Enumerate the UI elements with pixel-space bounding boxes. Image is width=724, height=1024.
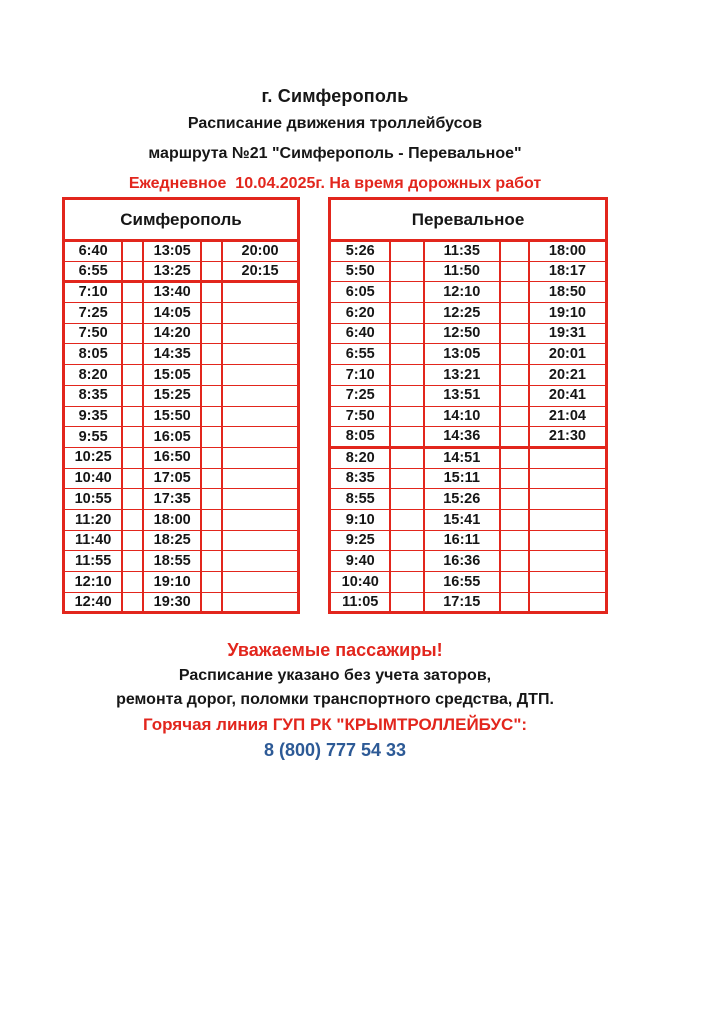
time-cell: 17:35 bbox=[143, 489, 201, 510]
separator-cell bbox=[390, 572, 423, 593]
document-title: Расписание движения троллейбусов bbox=[187, 115, 483, 132]
table-row bbox=[64, 447, 299, 468]
separator-cell bbox=[390, 447, 423, 468]
separator-cell bbox=[390, 282, 423, 303]
separator-cell bbox=[390, 241, 423, 262]
separator-cell bbox=[500, 530, 529, 551]
time-cell bbox=[222, 303, 298, 324]
table-row bbox=[330, 282, 607, 303]
time-cell: 19:10 bbox=[143, 572, 201, 593]
time-cell: 13:21 bbox=[424, 365, 500, 386]
time-cell: 11:55 bbox=[64, 551, 123, 572]
separator-cell bbox=[201, 241, 222, 262]
separator-cell bbox=[201, 468, 222, 489]
time-cell: 21:30 bbox=[529, 427, 607, 448]
separator-cell bbox=[201, 303, 222, 324]
table-row bbox=[64, 261, 299, 282]
separator-cell bbox=[500, 241, 529, 262]
time-cell: 6:20 bbox=[330, 303, 391, 324]
table-row bbox=[330, 427, 607, 448]
table-title: Перевальное bbox=[330, 199, 607, 241]
time-cell bbox=[529, 551, 607, 572]
time-cell: 18:25 bbox=[143, 530, 201, 551]
time-cell: 6:55 bbox=[64, 261, 123, 282]
separator-cell bbox=[201, 530, 222, 551]
separator-cell bbox=[201, 592, 222, 613]
time-cell: 12:10 bbox=[424, 282, 500, 303]
table-row bbox=[330, 468, 607, 489]
separator-cell bbox=[500, 509, 529, 530]
separator-cell bbox=[390, 365, 423, 386]
schedule-page bbox=[62, 86, 608, 761]
time-cell: 18:55 bbox=[143, 551, 201, 572]
time-cell: 16:55 bbox=[424, 572, 500, 593]
separator-cell bbox=[390, 303, 423, 324]
separator-cell bbox=[201, 323, 222, 344]
table-row bbox=[330, 489, 607, 510]
time-cell: 20:15 bbox=[222, 261, 298, 282]
separator-cell bbox=[122, 261, 143, 282]
time-cell: 14:10 bbox=[424, 406, 500, 427]
time-cell: 7:50 bbox=[64, 323, 123, 344]
timetables-container bbox=[62, 197, 608, 614]
separator-cell bbox=[201, 489, 222, 510]
time-cell: 10:55 bbox=[64, 489, 123, 510]
separator-cell bbox=[122, 282, 143, 303]
time-cell: 20:41 bbox=[529, 385, 607, 406]
time-cell: 6:40 bbox=[64, 241, 123, 262]
separator-cell bbox=[390, 261, 423, 282]
time-cell: 15:11 bbox=[424, 468, 500, 489]
time-cell: 20:00 bbox=[222, 241, 298, 262]
separator-cell bbox=[390, 344, 423, 365]
time-cell: 5:26 bbox=[330, 241, 391, 262]
separator-cell bbox=[122, 489, 143, 510]
table-row bbox=[330, 551, 607, 572]
time-cell: 12:40 bbox=[64, 592, 123, 613]
time-cell: 10:40 bbox=[64, 468, 123, 489]
time-cell bbox=[222, 406, 298, 427]
time-cell bbox=[222, 323, 298, 344]
separator-cell bbox=[500, 282, 529, 303]
time-cell bbox=[222, 592, 298, 613]
separator-cell bbox=[122, 427, 143, 448]
passengers-heading: Уважаемые пассажиры! bbox=[227, 640, 443, 661]
time-cell: 8:35 bbox=[330, 468, 391, 489]
time-cell bbox=[222, 551, 298, 572]
time-cell: 10:25 bbox=[64, 447, 123, 468]
time-cell: 8:35 bbox=[64, 385, 123, 406]
time-cell: 6:05 bbox=[330, 282, 391, 303]
table-row bbox=[64, 282, 299, 303]
separator-cell bbox=[500, 303, 529, 324]
separator-cell bbox=[201, 551, 222, 572]
timetable-perevalnoe bbox=[328, 197, 608, 614]
time-cell bbox=[222, 530, 298, 551]
time-cell bbox=[222, 365, 298, 386]
time-cell: 7:50 bbox=[330, 406, 391, 427]
time-cell: 16:50 bbox=[143, 447, 201, 468]
separator-cell bbox=[201, 406, 222, 427]
table-row bbox=[330, 447, 607, 468]
separator-cell bbox=[122, 468, 143, 489]
time-cell: 16:05 bbox=[143, 427, 201, 448]
separator-cell bbox=[500, 385, 529, 406]
time-cell: 7:10 bbox=[330, 365, 391, 386]
time-cell bbox=[222, 509, 298, 530]
table-row bbox=[330, 365, 607, 386]
separator-cell bbox=[122, 509, 143, 530]
separator-cell bbox=[390, 592, 423, 613]
separator-cell bbox=[500, 323, 529, 344]
time-cell bbox=[222, 447, 298, 468]
time-cell: 15:26 bbox=[424, 489, 500, 510]
time-cell: 18:00 bbox=[529, 241, 607, 262]
table-row bbox=[330, 303, 607, 324]
table-row bbox=[64, 509, 299, 530]
separator-cell bbox=[122, 447, 143, 468]
time-cell: 5:50 bbox=[330, 261, 391, 282]
time-cell: 8:20 bbox=[64, 365, 123, 386]
separator-cell bbox=[500, 261, 529, 282]
separator-cell bbox=[500, 406, 529, 427]
table-row bbox=[330, 261, 607, 282]
time-cell bbox=[222, 489, 298, 510]
disclaimer-line-1: Расписание указано без учета заторов, bbox=[178, 667, 492, 685]
separator-cell bbox=[390, 468, 423, 489]
time-cell: 19:31 bbox=[529, 323, 607, 344]
timetable-simferopol bbox=[62, 197, 300, 614]
table-header-row bbox=[330, 199, 607, 241]
time-cell: 11:20 bbox=[64, 509, 123, 530]
table-row bbox=[330, 406, 607, 427]
time-cell: 19:10 bbox=[529, 303, 607, 324]
time-cell: 14:35 bbox=[143, 344, 201, 365]
time-cell bbox=[529, 468, 607, 489]
time-cell bbox=[222, 427, 298, 448]
separator-cell bbox=[500, 489, 529, 510]
separator-cell bbox=[390, 385, 423, 406]
time-cell: 13:05 bbox=[424, 344, 500, 365]
time-cell: 8:05 bbox=[64, 344, 123, 365]
table-row bbox=[64, 489, 299, 510]
time-cell: 18:00 bbox=[143, 509, 201, 530]
separator-cell bbox=[500, 551, 529, 572]
time-cell bbox=[529, 509, 607, 530]
time-cell: 14:05 bbox=[143, 303, 201, 324]
time-cell bbox=[529, 592, 607, 613]
time-cell: 9:35 bbox=[64, 406, 123, 427]
separator-cell bbox=[122, 365, 143, 386]
separator-cell bbox=[500, 592, 529, 613]
separator-cell bbox=[122, 551, 143, 572]
separator-cell bbox=[201, 447, 222, 468]
time-cell: 9:40 bbox=[330, 551, 391, 572]
time-cell: 21:04 bbox=[529, 406, 607, 427]
time-cell: 11:50 bbox=[424, 261, 500, 282]
time-cell: 20:01 bbox=[529, 344, 607, 365]
separator-cell bbox=[390, 406, 423, 427]
table-row bbox=[330, 530, 607, 551]
separator-cell bbox=[122, 385, 143, 406]
time-cell: 14:20 bbox=[143, 323, 201, 344]
table-row bbox=[330, 592, 607, 613]
time-cell bbox=[222, 572, 298, 593]
separator-cell bbox=[122, 592, 143, 613]
time-cell: 13:05 bbox=[143, 241, 201, 262]
time-cell: 9:25 bbox=[330, 530, 391, 551]
time-cell: 12:50 bbox=[424, 323, 500, 344]
disclaimer-line-2: ремонта дорог, поломки транспортного средства, ДТП. bbox=[116, 691, 554, 709]
separator-cell bbox=[390, 530, 423, 551]
document-header bbox=[62, 86, 608, 193]
separator-cell bbox=[122, 406, 143, 427]
document-footer bbox=[62, 639, 608, 761]
table-row bbox=[64, 303, 299, 324]
table-row bbox=[64, 365, 299, 386]
separator-cell bbox=[122, 241, 143, 262]
time-cell: 20:21 bbox=[529, 365, 607, 386]
separator-cell bbox=[500, 344, 529, 365]
time-cell bbox=[529, 572, 607, 593]
table-row bbox=[64, 385, 299, 406]
table-title: Симферополь bbox=[64, 199, 299, 241]
time-cell: 7:25 bbox=[64, 303, 123, 324]
time-cell: 13:51 bbox=[424, 385, 500, 406]
time-cell bbox=[529, 489, 607, 510]
validity-note: Ежедневное 10.04.2025г. На время дорожных работ bbox=[128, 175, 542, 192]
separator-cell bbox=[201, 385, 222, 406]
time-cell: 17:15 bbox=[424, 592, 500, 613]
time-cell: 13:25 bbox=[143, 261, 201, 282]
separator-cell bbox=[390, 323, 423, 344]
time-cell: 15:50 bbox=[143, 406, 201, 427]
separator-cell bbox=[122, 323, 143, 344]
time-cell: 18:17 bbox=[529, 261, 607, 282]
separator-cell bbox=[201, 572, 222, 593]
time-cell: 13:40 bbox=[143, 282, 201, 303]
time-cell bbox=[529, 447, 607, 468]
separator-cell bbox=[500, 468, 529, 489]
table-row bbox=[330, 323, 607, 344]
time-cell: 15:41 bbox=[424, 509, 500, 530]
time-cell: 14:36 bbox=[424, 427, 500, 448]
separator-cell bbox=[201, 344, 222, 365]
time-cell: 11:35 bbox=[424, 241, 500, 262]
table-row bbox=[330, 385, 607, 406]
separator-cell bbox=[201, 282, 222, 303]
time-cell: 7:10 bbox=[64, 282, 123, 303]
time-cell: 9:10 bbox=[330, 509, 391, 530]
table-row bbox=[64, 406, 299, 427]
separator-cell bbox=[500, 365, 529, 386]
separator-cell bbox=[122, 303, 143, 324]
time-cell bbox=[222, 385, 298, 406]
table-row bbox=[64, 572, 299, 593]
time-cell: 8:55 bbox=[330, 489, 391, 510]
separator-cell bbox=[500, 572, 529, 593]
time-cell: 15:25 bbox=[143, 385, 201, 406]
time-cell: 8:05 bbox=[330, 427, 391, 448]
separator-cell bbox=[201, 261, 222, 282]
time-cell: 15:05 bbox=[143, 365, 201, 386]
separator-cell bbox=[122, 572, 143, 593]
table-row bbox=[64, 323, 299, 344]
table-row bbox=[330, 509, 607, 530]
time-cell: 18:50 bbox=[529, 282, 607, 303]
table-row bbox=[64, 530, 299, 551]
time-cell: 16:36 bbox=[424, 551, 500, 572]
separator-cell bbox=[390, 489, 423, 510]
time-cell: 12:25 bbox=[424, 303, 500, 324]
time-cell: 9:55 bbox=[64, 427, 123, 448]
separator-cell bbox=[201, 365, 222, 386]
time-cell: 8:20 bbox=[330, 447, 391, 468]
time-cell: 10:40 bbox=[330, 572, 391, 593]
table-row bbox=[330, 344, 607, 365]
separator-cell bbox=[201, 509, 222, 530]
time-cell: 11:05 bbox=[330, 592, 391, 613]
separator-cell bbox=[500, 427, 529, 448]
table-row bbox=[64, 551, 299, 572]
separator-cell bbox=[500, 447, 529, 468]
table-row bbox=[64, 241, 299, 262]
time-cell: 16:11 bbox=[424, 530, 500, 551]
time-cell: 12:10 bbox=[64, 572, 123, 593]
time-cell bbox=[529, 530, 607, 551]
route-title: маршрута №21 "Симферополь - Перевальное" bbox=[148, 145, 522, 162]
time-cell bbox=[222, 344, 298, 365]
time-cell: 11:40 bbox=[64, 530, 123, 551]
table-row bbox=[330, 241, 607, 262]
time-cell bbox=[222, 468, 298, 489]
hotline-label: Горячая линия ГУП РК "КРЫМТРОЛЛЕЙБУС": bbox=[142, 715, 528, 735]
time-cell: 6:55 bbox=[330, 344, 391, 365]
separator-cell bbox=[122, 344, 143, 365]
time-cell: 14:51 bbox=[424, 447, 500, 468]
time-cell bbox=[222, 282, 298, 303]
table-row bbox=[64, 427, 299, 448]
table-row bbox=[64, 468, 299, 489]
city-title: г. Симферополь bbox=[261, 86, 409, 106]
separator-cell bbox=[390, 427, 423, 448]
time-cell: 17:05 bbox=[143, 468, 201, 489]
separator-cell bbox=[122, 530, 143, 551]
hotline-phone: 8 (800) 777 54 33 bbox=[263, 740, 407, 761]
table-row bbox=[64, 592, 299, 613]
table-row bbox=[64, 344, 299, 365]
table-header-row bbox=[64, 199, 299, 241]
time-cell: 6:40 bbox=[330, 323, 391, 344]
time-cell: 7:25 bbox=[330, 385, 391, 406]
time-cell: 19:30 bbox=[143, 592, 201, 613]
separator-cell bbox=[390, 509, 423, 530]
separator-cell bbox=[201, 427, 222, 448]
table-row bbox=[330, 572, 607, 593]
separator-cell bbox=[390, 551, 423, 572]
